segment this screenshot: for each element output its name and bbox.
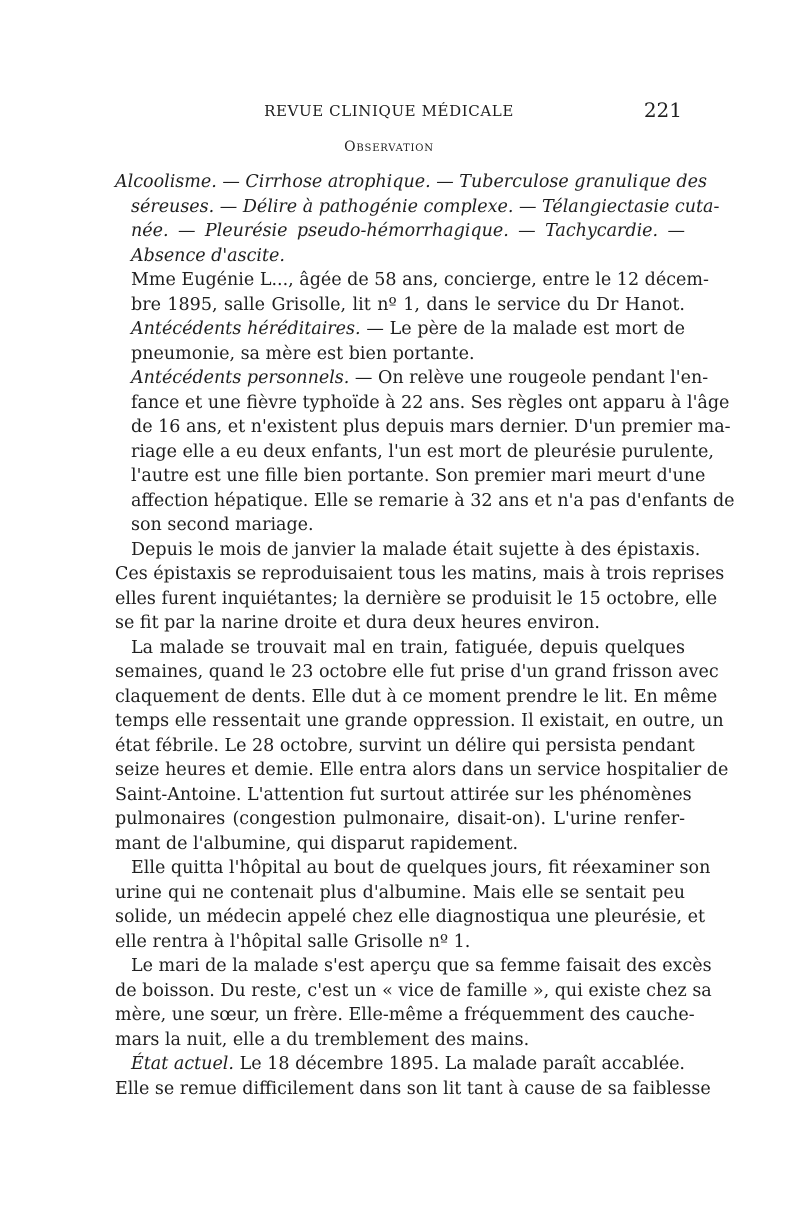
text-line: Absence d'ascite. <box>131 245 285 266</box>
text-line: l'autre est une fille bien portante. Son premier mari meurt d'une <box>131 466 706 486</box>
text-line: Elle quitta l'hôpital au bout de quelques jours, fit réexaminer son <box>131 858 711 878</box>
text-line: bre 1895, salle Grisolle, lit nº 1, dans le service du Dr Hanot. <box>131 294 685 315</box>
text-line: Antécédents héréditaires. — Le père de la malade est mort de <box>131 319 685 339</box>
text-line: pulmonaires (congestion pulmonaire, disait-on). L'urine renfer- <box>115 809 685 829</box>
text-line: elle rentra à l'hôpital salle Grisolle nº 1. <box>115 931 471 952</box>
text-line: née. — Pleurésie pseudo-hémorrhagique. — Tachycardie. — <box>131 221 685 241</box>
text-line: Alcoolisme. — Cirrhose atrophique. — Tuberculose granulique des <box>115 172 707 192</box>
text-line: État actuel. Le 18 décembre 1895. La malade paraît accablée. <box>131 1054 685 1074</box>
text-line: mars la nuit, elle a du tremblement des mains. <box>115 1029 530 1050</box>
text-line: claquement de dents. Elle dut à ce moment prendre le lit. En même <box>115 686 718 707</box>
text-line: Mme Eugénie L..., âgée de 58 ans, concierge, entre le 12 décem- <box>131 270 709 290</box>
text-line: Le mari de la malade s'est aperçu que sa femme faisait des excès <box>131 956 712 976</box>
text-line: Ces épistaxis se reproduisaient tous les matins, mais à trois reprises <box>115 564 725 584</box>
text-line: Elle se remue difficilement dans son lit tant à cause de sa faiblesse <box>115 1078 711 1099</box>
text-line: pneumonie, sa mère est bien portante. <box>131 343 475 364</box>
text-line: se fit par la narine droite et dura deux heures environ. <box>115 613 600 633</box>
text-line: seize heures et demie. Elle entra alors dans un service hospitalier de <box>115 760 729 780</box>
text-line: état fébrile. Le 28 octobre, survint un délire qui persista pendant <box>115 735 695 756</box>
text-line: Antécédents personnels. — On relève une rougeole pendant l'en- <box>131 368 709 388</box>
text-line: fance et une fièvre typhoïde à 22 ans. Ses règles ont apparu à l'âge <box>131 392 730 413</box>
text-line: riage elle a eu deux enfants, l'un est mort de pleurésie purulente, <box>131 441 714 462</box>
page-header <box>96 98 682 126</box>
section-title: Observation <box>344 139 434 155</box>
running-title: REVUE CLINIQUE MÉDICALE <box>264 102 514 120</box>
text-line: La malade se trouvait mal en train, fatiguée, depuis quelques <box>131 637 685 658</box>
text-line: de 16 ans, et n'existent plus depuis mars dernier. D'un premier ma- <box>131 417 731 437</box>
text-line: semaines, quand le 23 octobre elle fut prise d'un grand frisson avec <box>115 662 719 682</box>
text-line: elles furent inquiétantes; la dernière se produisit le 15 octobre, elle <box>115 588 718 609</box>
text-line: solide, un médecin appelé chez elle diagnostiqua une pleurésie, et <box>115 907 706 927</box>
text-line: son second mariage. <box>131 515 314 535</box>
text-line: temps elle ressentait une grande oppression. Il existait, en outre, un <box>115 711 724 731</box>
text-line: de boisson. Du reste, c'est un « vice de famille », qui existe chez sa <box>115 980 712 1001</box>
text-line: mant de l'albumine, qui disparut rapidement. <box>115 833 519 854</box>
text-line: urine qui ne contenait plus d'albumine. Mais elle se sentait peu <box>115 882 685 903</box>
text-line: affection hépatique. Elle se remarie à 32 ans et n'a pas d'enfants de <box>131 490 735 511</box>
body-text <box>115 170 735 1101</box>
text-line: séreuses. — Délire à pathogénie complexe. — Télangiectasie cuta- <box>131 196 720 217</box>
text-line: Saint-Antoine. L'attention fut surtout attirée sur les phénomènes <box>115 784 692 805</box>
text-line: mère, une sœur, un frère. Elle-même a fréquemment des cauche- <box>115 1005 695 1025</box>
text-line: Depuis le mois de janvier la malade était sujette à des épistaxis. <box>131 539 701 560</box>
page-number: 221 <box>643 98 682 122</box>
